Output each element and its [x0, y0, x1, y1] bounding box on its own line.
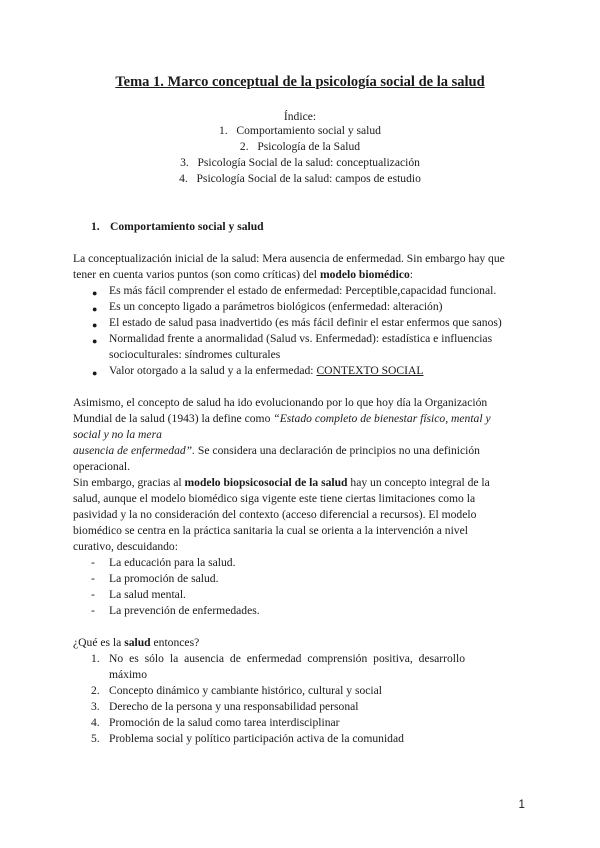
quote-text: ausencia de enfermedad”.	[73, 444, 196, 457]
index-item	[0, 139, 600, 155]
section-heading: Comportamiento social y salud	[110, 220, 264, 233]
dash-item: La salud mental.	[109, 588, 186, 601]
bullet-icon: ●	[92, 368, 98, 378]
emphasis-text: modelo biomédico	[319, 268, 410, 281]
section-number: 1.	[91, 220, 100, 233]
bullet-icon: ●	[92, 304, 98, 314]
bullet-item: El estado de salud pasa inadvertido (es más fácil definir el estar enfermos que sanos)	[109, 316, 502, 329]
dash-item: La promoción de salud.	[109, 572, 219, 585]
page-title: Tema 1. Marco conceptual de la psicología social de la salud	[115, 74, 485, 90]
text-run: ¿Qué es la	[73, 636, 125, 649]
text-run: entonces?	[150, 636, 200, 649]
text-run: Sin embargo, gracias al	[73, 476, 185, 489]
numbered-item: Promoción de la salud como tarea interdisciplinar	[109, 716, 340, 729]
list-number: 5.	[91, 732, 100, 745]
index-item-number: 1.	[219, 124, 228, 137]
numbered-item: Concepto dinámico y cambiante histórico, cultural y social	[109, 684, 383, 697]
dash-marker: -	[91, 572, 95, 585]
index-item-label: Psicología Social de la salud: campos de estudio	[196, 172, 421, 185]
list-number: 1.	[91, 652, 100, 665]
paragraph-line	[73, 411, 491, 427]
context-social-text: CONTEXTO SOCIAL	[316, 364, 424, 377]
index-item-label: Comportamiento social y salud	[236, 124, 381, 137]
index-item	[0, 171, 600, 187]
emphasis-text: salud	[124, 636, 151, 649]
paragraph-line: curativo, descuidando:	[73, 540, 178, 553]
bullet-item: Normalidad frente a anormalidad (Salud vs. Enfermedad): estadística e influencias	[109, 332, 493, 345]
text-run: :	[409, 268, 414, 281]
dash-marker: -	[91, 556, 95, 569]
text-run: Se considera una declaración de principios no una definición	[195, 444, 480, 457]
bullet-item	[109, 363, 423, 379]
numbered-item-continuation: máximo	[109, 668, 147, 681]
list-number: 4.	[91, 716, 100, 729]
bullet-icon: ●	[92, 288, 98, 298]
paragraph-line: La conceptualización inicial de la salud: Mera ausencia de enfermedad. Sin embargo hay que	[73, 252, 505, 265]
text-run: Valor otorgado a la salud y a la enfermedad:	[109, 364, 317, 377]
numbered-item: Problema social y político participación activa de la comunidad	[109, 732, 404, 745]
index-heading: Índice:	[283, 110, 317, 123]
paragraph-line: biomédico se centra en la práctica sanitaria la cual se orienta a la intervención a nivel	[73, 524, 468, 537]
dash-item: La prevención de enfermedades.	[109, 604, 260, 617]
emphasis-text: modelo biopsicosocial de la salud	[184, 476, 348, 489]
question-line	[73, 635, 199, 651]
paragraph-line: pasividad y la no consideración del contexto (acceso diferencial a recursos). El modelo	[73, 508, 477, 521]
index-item-label: Psicología de la Salud	[257, 140, 361, 153]
index-item-number: 4.	[179, 172, 188, 185]
numbered-item: No es sólo la ausencia de enfermedad comprensión positiva, desarrollo	[109, 652, 466, 665]
dash-item: La educación para la salud.	[109, 556, 236, 569]
dash-marker: -	[91, 588, 95, 601]
bullet-icon: ●	[92, 320, 98, 330]
paragraph-line: operacional.	[73, 460, 130, 473]
list-number: 3.	[91, 700, 100, 713]
dash-marker: -	[91, 604, 95, 617]
list-number: 2.	[91, 684, 100, 697]
bullet-item-continuation: socioculturales: síndromes culturales	[109, 348, 281, 361]
paragraph-line	[73, 267, 413, 283]
text-run: Mundial de la salud (1943) la define como	[73, 412, 274, 425]
index-item	[0, 123, 600, 139]
quote-text: social y no la mera	[73, 428, 162, 441]
paragraph-line	[73, 443, 480, 459]
text-run: tener en cuenta varios puntos (son como críticas) del	[73, 268, 320, 281]
bullet-item: Es un concepto ligado a parámetros biológicos (enfermedad: alteración)	[109, 300, 443, 313]
bullet-item: Es más fácil comprender el estado de enfermedad: Perceptible,capacidad funcional.	[109, 284, 497, 297]
quote-text: “Estado completo de bienestar físico, mental y	[273, 412, 491, 425]
page-number: 1	[518, 798, 525, 811]
paragraph-line: salud, aunque el modelo biomédico siga vigente este tiene ciertas limitaciones como la	[73, 492, 476, 505]
bullet-icon: ●	[92, 336, 98, 346]
paragraph-line: Asimismo, el concepto de salud ha ido evolucionando por lo que hoy día la Organización	[73, 396, 488, 409]
index-item-label: Psicología Social de la salud: conceptualización	[197, 156, 420, 169]
paragraph-line	[73, 475, 490, 491]
text-run: hay un concepto integral de la	[347, 476, 490, 489]
index-item-number: 2.	[239, 140, 249, 153]
numbered-item: Derecho de la persona y una responsabilidad personal	[109, 700, 359, 713]
index-item	[0, 155, 600, 171]
index-item-number: 3.	[180, 156, 189, 169]
